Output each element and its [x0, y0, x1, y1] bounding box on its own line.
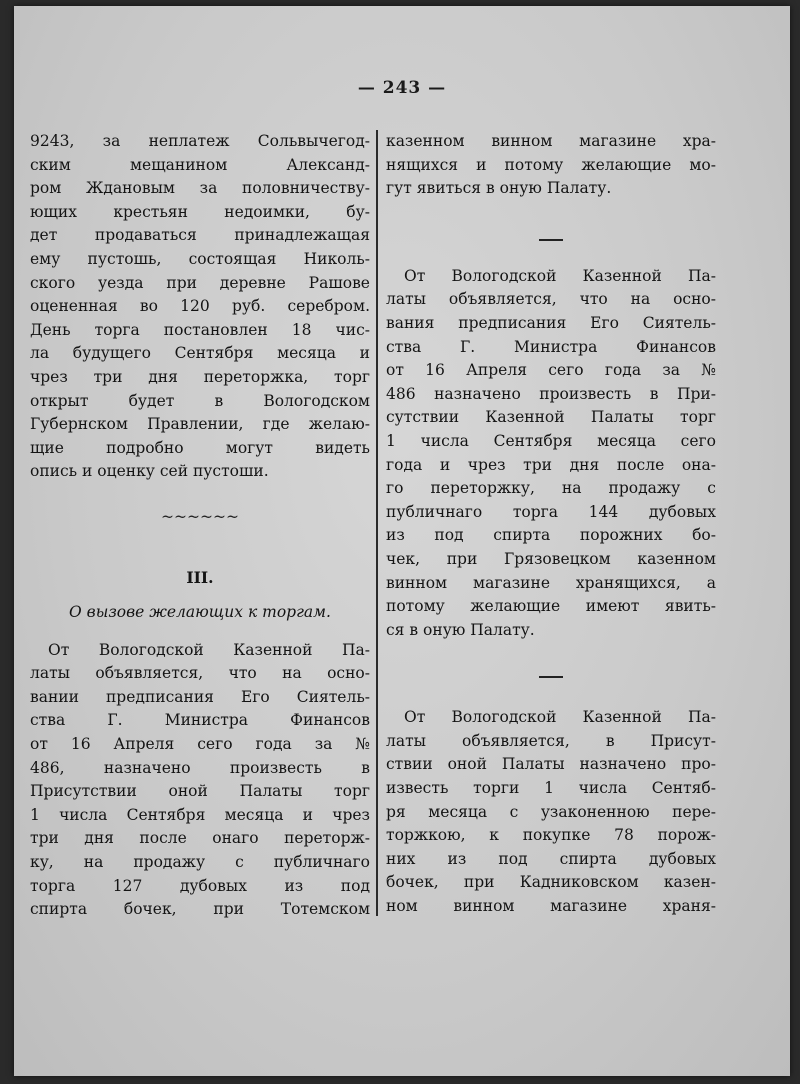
- ornamental-separator: ~~~~~~: [161, 507, 239, 526]
- text-line: Губернском Правлении, где желаю-: [30, 415, 370, 434]
- page-number: — 243 —: [357, 78, 447, 98]
- text-line: вания предписания Его Сиятель-: [386, 313, 716, 332]
- text-line: ского уезда при деревне Рашове: [30, 273, 370, 292]
- text-line: из под спирта порожних бо-: [386, 526, 716, 545]
- text-line: 486, назначено произвесть в: [30, 758, 370, 777]
- section-number: III.: [186, 567, 214, 587]
- text-line: ющих крестьян недоимки, бу-: [30, 202, 370, 221]
- text-line: торжкою, к покупке 78 порож-: [386, 826, 716, 845]
- text-line: от 16 Апреля сего года за №: [30, 735, 370, 754]
- text-line: публичнаго торга 144 дубовых: [386, 502, 716, 521]
- right-paragraph-3: [386, 706, 716, 918]
- text-line: дет продаваться принадлежащая: [30, 226, 370, 245]
- text-line: латы объявляется, что на осно-: [386, 290, 716, 309]
- text-line: известь торги 1 числа Сентяб-: [386, 779, 716, 798]
- text-line: от 16 Апреля сего года за №: [386, 361, 716, 380]
- text-line: щие подробно могут видеть: [30, 438, 370, 457]
- text-line: День торга постановлен 18 чис-: [30, 320, 370, 339]
- text-line: опись и оценку сей пустоши.: [30, 462, 269, 481]
- spacer: [386, 678, 716, 706]
- text-line: ским мещанином Александ-: [30, 155, 370, 174]
- text-line: ром Ждановым за половничеству-: [30, 179, 370, 198]
- left-paragraph-2: [30, 639, 370, 922]
- text-line: 1 числа Сентября месяца и чрез: [30, 805, 370, 824]
- text-line: ства Г. Министра Финансов: [30, 711, 370, 730]
- text-line: го переторжку, на продажу с: [386, 479, 716, 498]
- text-line: чрез три дня переторжка, торг: [30, 367, 370, 386]
- text-line: казенном винном магазине хра-: [386, 132, 716, 150]
- text-line: сутствии Казенной Палаты торг: [386, 408, 716, 427]
- right-column: [386, 130, 716, 919]
- text-line: нящихся и потому желающие мо-: [386, 155, 716, 174]
- text-line: года и чрез три дня после она-: [386, 455, 716, 474]
- text-line: Присутствии оной Палаты торг: [30, 782, 370, 801]
- text-line: латы объявляется, что на осно-: [30, 664, 370, 683]
- text-line: От Вологодской Казенной Па-: [48, 640, 370, 659]
- text-line: вании предписания Его Сиятель-: [30, 687, 370, 706]
- text-line: открыт будет в Вологодском: [30, 391, 370, 410]
- text-line: ему пустошь, состоящая Николь-: [30, 249, 370, 268]
- text-line: бочек, при Кадниковском казен-: [386, 873, 716, 892]
- text-line: торга 127 дубовых из под: [30, 876, 370, 895]
- text-line: винном магазине хранящихся, а: [386, 573, 716, 592]
- right-paragraph-2: [386, 265, 716, 643]
- text-line: ла будущего Сентября месяца и: [30, 344, 370, 363]
- spacer: [386, 241, 716, 265]
- document-page: [14, 6, 790, 1076]
- text-line: 1 числа Сентября месяца сего: [386, 431, 716, 450]
- spacer: [386, 642, 716, 676]
- text-line: гут явиться в оную Палату.: [386, 179, 612, 198]
- column-divider: [376, 130, 378, 916]
- text-line: 9243, за неплатеж Сольвычегод-: [30, 132, 370, 150]
- text-line: 486 назначено произвесть в При-: [386, 384, 716, 403]
- text-line: латы объявляется, в Присут-: [386, 731, 716, 750]
- text-line: них из под спирта дубовых: [386, 849, 716, 868]
- text-line: ку, на продажу с публичнаго: [30, 853, 370, 872]
- text-line: спирта бочек, при Тотемском: [30, 900, 370, 919]
- text-line: ном винном магазине храня-: [386, 897, 716, 916]
- left-paragraph-1: [30, 130, 370, 484]
- text-line: оцененная во 120 руб. серебром.: [30, 297, 370, 316]
- left-column: [30, 130, 370, 922]
- text-line: ства Г. Министра Финансов: [386, 337, 716, 356]
- text-line: потому желающие имеют явить-: [386, 597, 716, 616]
- text-line: От Вологодской Казенной Па-: [404, 708, 716, 727]
- text-line: три дня после онаго переторж-: [30, 829, 370, 848]
- text-line: От Вологодской Казенной Па-: [404, 266, 716, 285]
- text-line: ся в оную Палату.: [386, 620, 535, 639]
- spacer: [386, 201, 716, 239]
- right-paragraph-1: [386, 130, 716, 201]
- text-line: чек, при Грязовецком казенном: [386, 549, 716, 568]
- text-line: ря месяца с узаконенною пере-: [386, 802, 716, 821]
- text-line: ствии оной Палаты назначено про-: [386, 755, 716, 774]
- section-title: О вызове желающих к торгам.: [69, 603, 331, 622]
